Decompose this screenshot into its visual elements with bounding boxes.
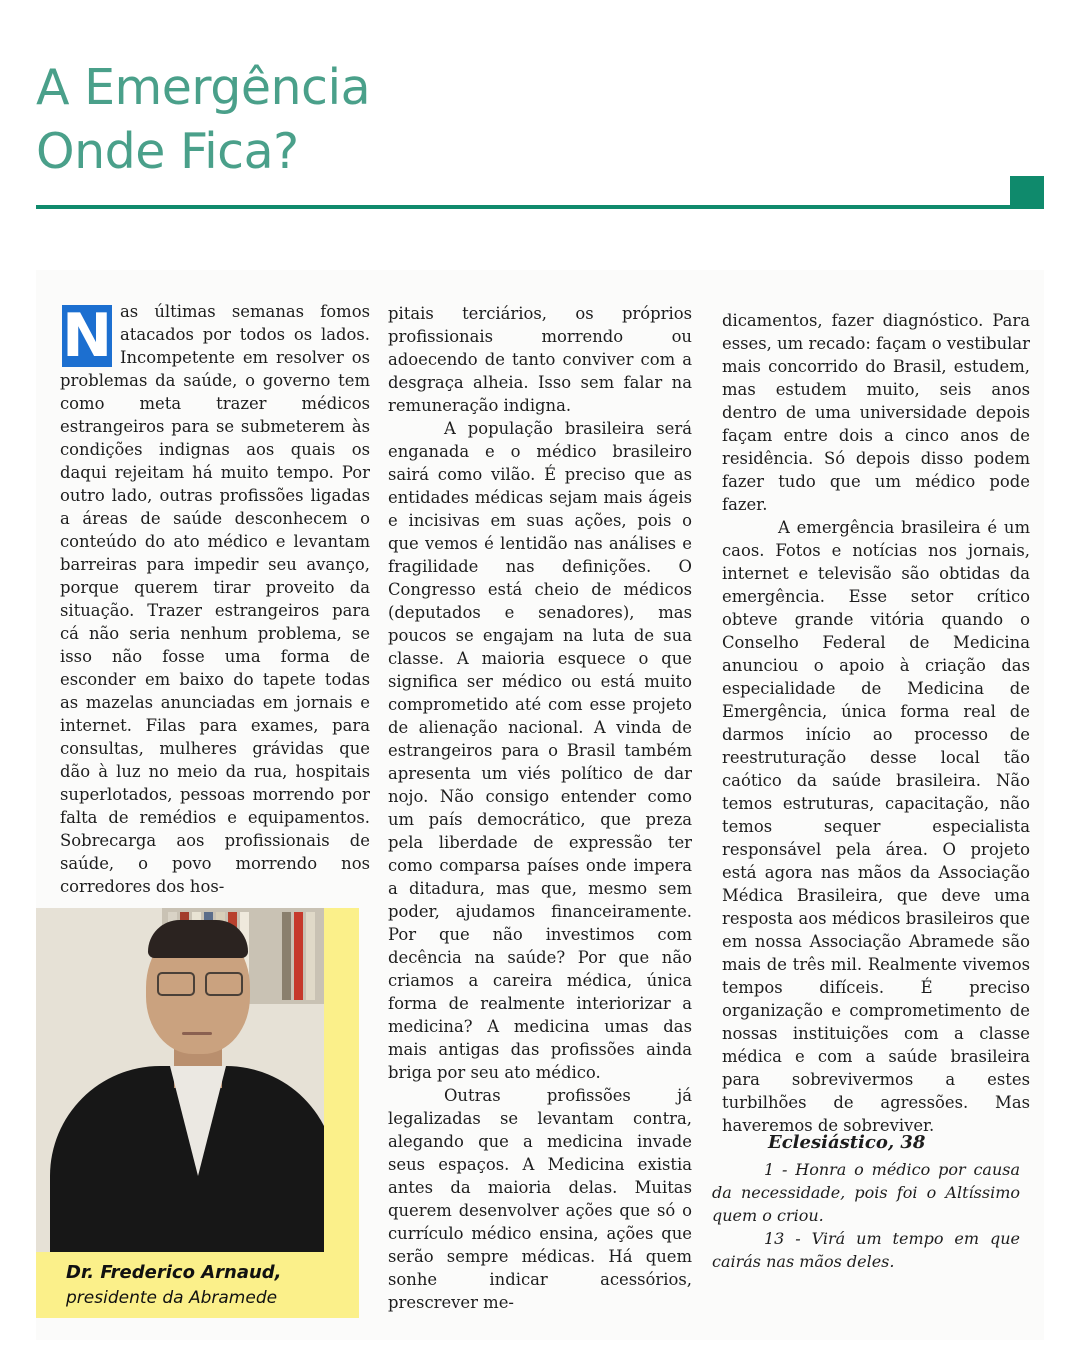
quote-verse <box>712 1158 1020 1227</box>
quote-heading: Eclesiástico, 38 <box>768 1132 926 1153</box>
title-rule <box>36 205 1044 209</box>
paragraph: A emergência brasileira é um caos. Fotos e notícias nos jornais, internet e televisão são obtidas da emergência. Esse setor crítico obteve grande vitória quando o Conselho Federal de Medicina anunciou o apoio à criação das especialidade de Medicina de Emergência, única forma real de darmos início ao processo de reestruturação desse local tão caótico da saúde brasileira. Não temos estruturas, capacitação, não temos sequer especialista responsável pela área. O projeto está agora nas mãos da Associação Médica Brasileira, que deve uma resposta aos médicos brasileiros que em nossa Associação Abramede são mais de três mil. Realmente vivemos tempos difíceis. É preciso organização e comprometimento de nossas instituições com a classe médica e com a saúde brasileira para sobrevivermos a estes turbilhões de agressões. Mas haveremos de sobreviver. <box>722 518 1030 1135</box>
glasses-icon <box>157 972 195 996</box>
title-rule-square <box>1010 176 1044 208</box>
paragraph: Outras profissões já legalizadas se levantam contra, alegando que a medicina invade seus espaços. A Medicina existia antes da maioria delas. Muitas querem desenvolver ações que só o currículo médico ensina, ações que serão sempre médicas. Há quem sonhe indicar acessórios, prescrever me- <box>388 1086 692 1312</box>
quote-verse <box>712 1227 1020 1273</box>
mouth <box>182 1032 212 1035</box>
article-title <box>36 56 370 184</box>
quote-verse-text: 1 - Honra o médico por causa da necessidade, pois foi o Altíssimo quem o criou. <box>712 1160 1020 1225</box>
paragraph: pitais terciários, os próprios profissionais morrendo ou adoecendo de tanto conviver com a desgraça alheia. Isso sem falar na remuneração indigna. <box>388 304 692 415</box>
photo-caption-name: Dr. Frederico Arnaud, <box>66 1262 282 1283</box>
paragraph: as últimas semanas fomos atacados por todos os lados. Incompetente em resolver os problemas da saúde, o governo tem como meta trazer médicos estrangeiros para se submeterem às condições indignas aos quais os daqui rejeitam há muito tempo. Por outro lado, outras profissões ligadas a áreas de saúde desconhecem o conteúdo do ato médico e levantam barreiras para impedir seu avanço, porque querem tirar proveito da situação. Trazer estrangeiros para cá não seria nenhum problema, se isso não fosse uma forma de esconder em baixo do tapete todas as mazelas anunciadas em jornais e internet. Filas para exames, para consultas, mulheres grávidas que dão à luz no meio da rua, hospitais superlotados, pessoas morrendo por falta de remédios e equipamentos. Sobrecarga aos profissionais de saúde, o povo morrendo nos corredores dos hos- <box>60 302 370 896</box>
author-photo <box>36 908 324 1252</box>
glasses-icon <box>205 972 243 996</box>
drop-cap: N <box>62 301 113 371</box>
paragraph: A população brasileira será enganada e o médico brasileiro sairá como vilão. É preciso que as entidades médicas sejam mais ágeis e incisivas em suas ações, pois o que vemos é lentidão nas análises e fragilidade nas definições. O Congresso está cheio de médicos (deputados e senadores), mas poucos se engajam na luta de sua classe. A maioria esquece o que significa ser médico ou está muito comprometido até com esse projeto de alienação nacional. A vinda de estrangeiros para o Brasil também apresenta um viés político de dar nojo. Não consigo entender como um país democrático, que preza pela liberdade de expressão ter como comparsa países onde impera a ditadura, mas que, mesmo sem poder, ajudamos financeiramente. Por que não investimos com decência na saúde? Por que não criamos a careira médica, única forma de realmente interiorizar a medicina? A medicina umas das mais antigas das profissões ainda briga por seu ato médico. <box>388 419 692 1082</box>
title-line-1: A Emergência <box>36 59 371 116</box>
article-column-2 <box>388 302 692 1314</box>
hair <box>148 920 248 958</box>
article-column-1 <box>60 300 370 898</box>
title-line-2: Onde Fica? <box>36 123 299 180</box>
article-column-3 <box>722 309 1030 1137</box>
quote-verse-text: 13 - Virá um tempo em que cairás nas mãos deles. <box>712 1229 1020 1271</box>
paragraph: dicamentos, fazer diagnóstico. Para esses, um recado: façam o vestibular mais concorrido do Brasil, estudem, mas estudem muito, seis anos dentro de uma universidade depois façam entre dois a cinco anos de residência. Só depois disso podem fazer tudo que um médico pode fazer. <box>722 311 1030 514</box>
photo-caption-role: presidente da Abramede <box>66 1288 278 1308</box>
